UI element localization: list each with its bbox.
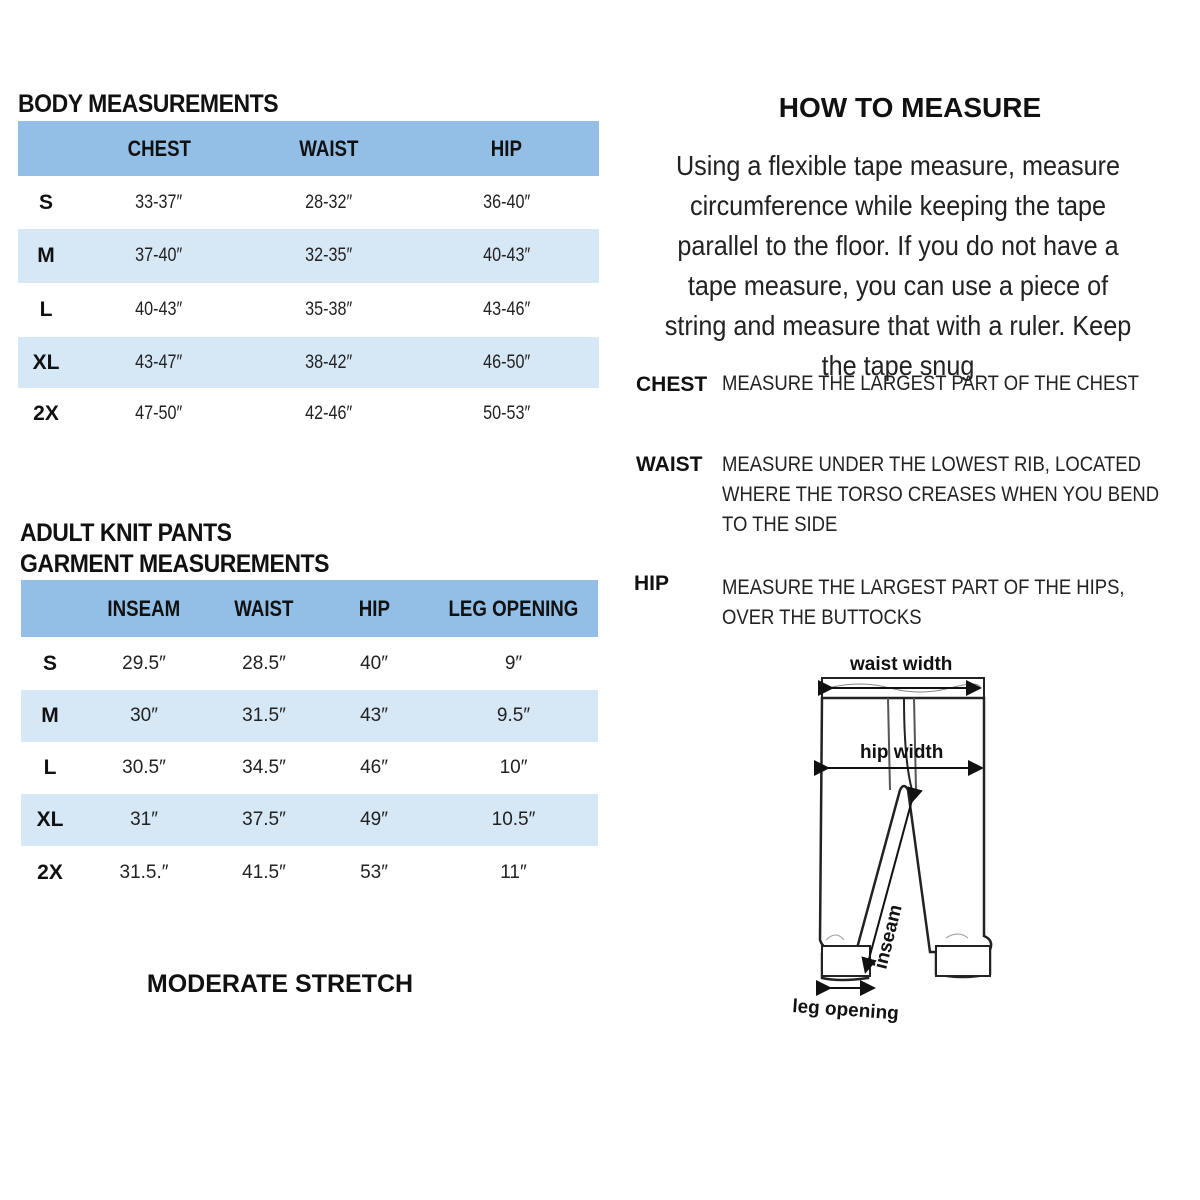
size-cell: S xyxy=(38,190,53,214)
table-header-row xyxy=(18,121,599,176)
hip-cell: 53″ xyxy=(360,862,388,883)
hip-term: HIP xyxy=(634,572,670,595)
table-row xyxy=(18,283,599,337)
hip-cell: 43″ xyxy=(319,690,429,742)
table-row xyxy=(18,176,599,229)
hip-cell: 43-46″ xyxy=(482,299,531,320)
waist-cell: 34.5″ xyxy=(242,757,286,778)
header-cell-hip: HIP xyxy=(414,121,599,176)
size-cell: M xyxy=(21,690,79,742)
hip-cell: 46″ xyxy=(360,757,388,778)
size-cell: XL xyxy=(18,337,74,388)
garment-measurements-table xyxy=(21,580,598,900)
chest-cell: 37-40″ xyxy=(74,229,244,283)
waist-cell: 28-32″ xyxy=(305,191,353,213)
chest-description: MEASURE THE LARGEST PART OF THE CHEST xyxy=(722,372,1139,395)
table-row xyxy=(21,794,598,846)
table-row xyxy=(18,337,599,388)
body-measurements-title: BODY MEASUREMENTS xyxy=(18,90,279,118)
size-cell: L xyxy=(39,298,53,321)
inseam-cell: 30″ xyxy=(79,690,209,742)
pants-measurement-diagram xyxy=(780,640,1180,1120)
hip-description: MEASURE THE LARGEST PART OF THE HIPS, OVER THE BUTTOCKS xyxy=(722,576,1125,629)
waist-term: WAIST xyxy=(636,453,703,476)
inseam-cell: 29.5″ xyxy=(122,652,166,674)
waist-cell: 38-42″ xyxy=(244,337,414,388)
hip-cell: 50-53″ xyxy=(482,403,531,424)
table-row xyxy=(21,742,598,794)
inseam-cell: 31.5.″ xyxy=(119,862,169,883)
right-cuff xyxy=(936,946,990,976)
waist-width-label: waist width xyxy=(850,654,953,675)
chest-term: CHEST xyxy=(636,373,708,396)
garment-title-line1: ADULT KNIT PANTS xyxy=(20,519,232,547)
header-cell-waist: WAIST xyxy=(209,580,319,637)
waist-cell: 35-38″ xyxy=(305,299,353,320)
table-header-row xyxy=(21,580,598,637)
hip-cell: 40-43″ xyxy=(414,229,599,283)
size-cell: S xyxy=(42,651,57,675)
stretch-note: MODERATE STRETCH xyxy=(146,970,414,998)
waist-cell: 31.5″ xyxy=(209,690,319,742)
body-measurements-table xyxy=(18,121,599,440)
size-cell: M xyxy=(18,229,74,283)
size-cell: L xyxy=(43,756,57,779)
leg-opening-cell: 9″ xyxy=(504,652,523,674)
chest-cell: 43-47″ xyxy=(74,337,244,388)
leg-opening-cell: 10.5″ xyxy=(429,794,598,846)
chest-cell: 33-37″ xyxy=(135,191,183,213)
chest-cell: 40-43″ xyxy=(135,299,183,320)
size-cell: 2X xyxy=(33,402,59,425)
how-to-measure-title: HOW TO MEASURE xyxy=(778,92,1042,123)
leg-opening-label: leg opening xyxy=(791,996,900,1025)
header-cell-chest: CHEST xyxy=(74,121,244,176)
leg-opening-cell: 9.5″ xyxy=(429,690,598,742)
table-row xyxy=(18,229,599,283)
hip-cell: 46-50″ xyxy=(414,337,599,388)
size-cell: XL xyxy=(21,794,79,846)
hip-width-label: hip width xyxy=(860,742,944,763)
table-row xyxy=(18,388,599,440)
waist-cell: 41.5″ xyxy=(242,862,286,883)
leg-opening-cell: 11″ xyxy=(500,862,527,883)
chest-cell: 47-50″ xyxy=(135,403,183,424)
waist-cell: 37.5″ xyxy=(209,794,319,846)
inseam-cell: 31″ xyxy=(79,794,209,846)
header-cell-size xyxy=(21,580,79,637)
header-cell-hip: HIP xyxy=(319,580,429,637)
table-row xyxy=(21,846,598,900)
size-cell: 2X xyxy=(37,861,63,884)
leg-opening-cell: 10″ xyxy=(499,757,528,778)
waist-cell: 42-46″ xyxy=(305,403,353,424)
header-cell-leg-opening: LEG OPENING xyxy=(429,580,598,637)
waist-cell: 28.5″ xyxy=(242,652,286,674)
header-cell-inseam: INSEAM xyxy=(79,580,209,637)
hip-cell: 49″ xyxy=(319,794,429,846)
inseam-label: inseam xyxy=(870,902,907,972)
how-to-measure-intro: Using a flexible tape measure, measure circumference while keeping the tape parallel to the floor. If you do not have a tape measure, you can use a piece of string and measure that with a ruler. Keep the tape snug xyxy=(664,150,1132,381)
table-row xyxy=(21,690,598,742)
garment-title-line2: GARMENT MEASUREMENTS xyxy=(20,550,329,578)
hip-cell: 36-40″ xyxy=(482,191,531,213)
header-cell-waist: WAIST xyxy=(244,121,414,176)
hip-cell: 40″ xyxy=(360,652,388,674)
header-cell-size xyxy=(18,121,74,176)
left-cuff xyxy=(822,946,870,976)
table-row xyxy=(21,637,598,690)
waist-description: MEASURE UNDER THE LOWEST RIB, LOCATED WHERE THE TORSO CREASES WHEN YOU BEND TO THE SIDE xyxy=(722,453,1160,536)
inseam-cell: 30.5″ xyxy=(122,757,166,778)
waist-cell: 32-35″ xyxy=(244,229,414,283)
